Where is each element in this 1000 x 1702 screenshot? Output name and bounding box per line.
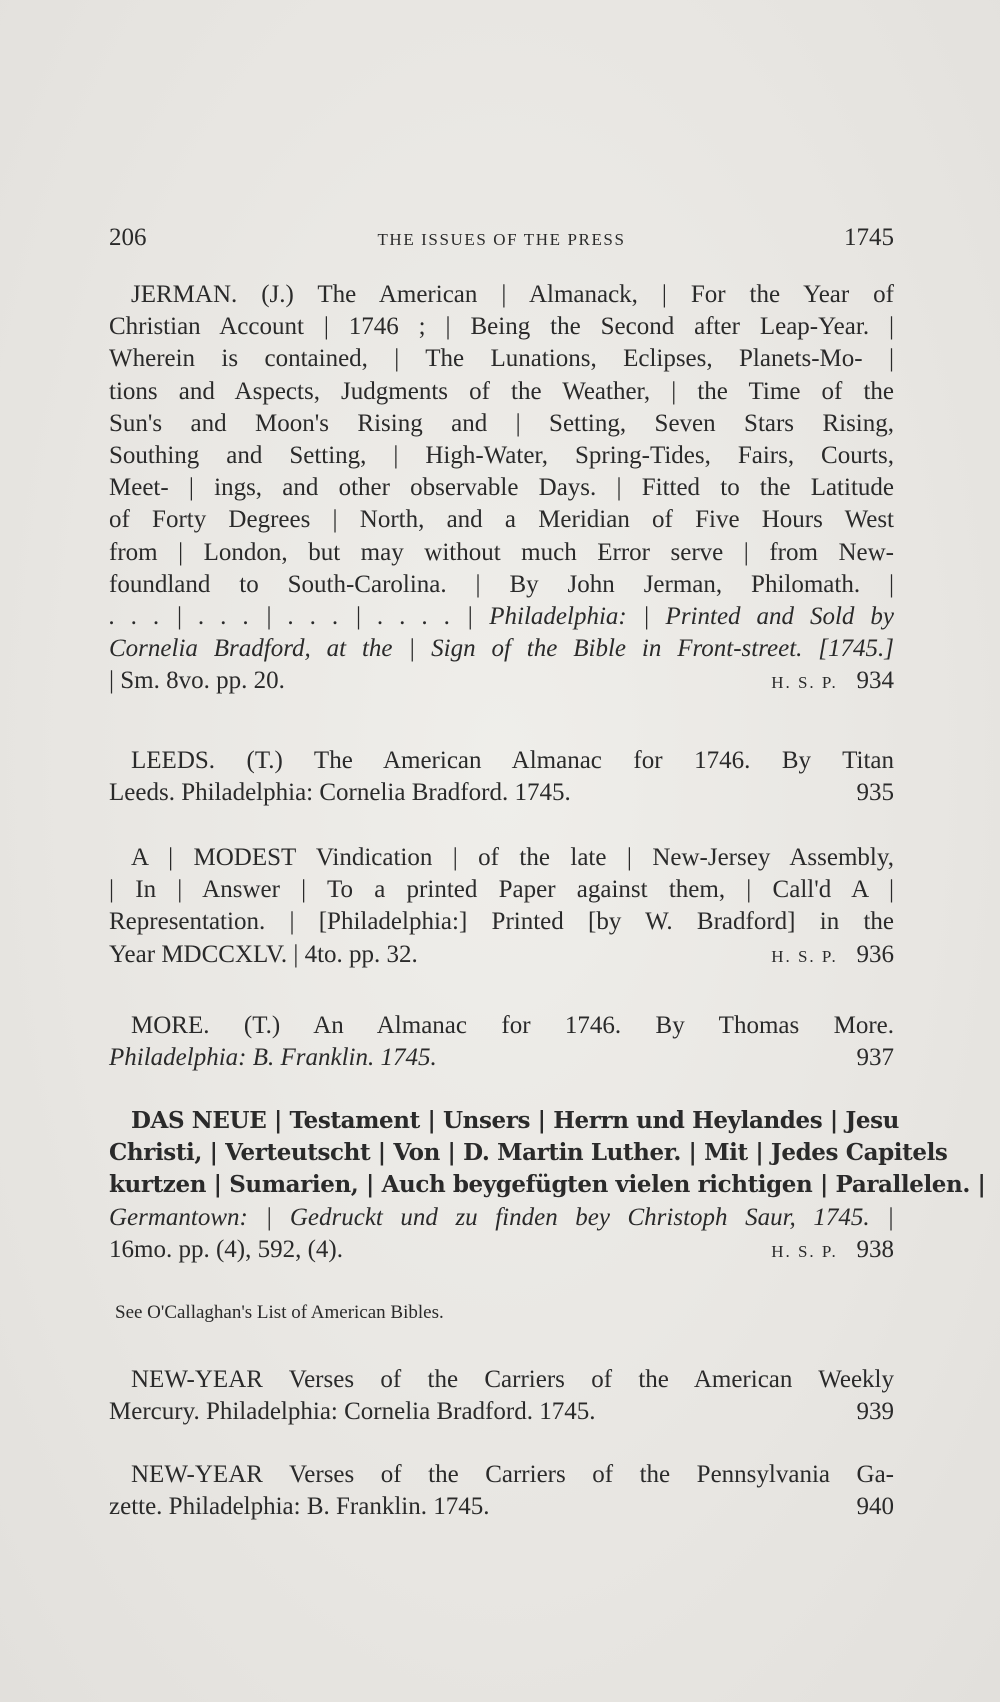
entry-final-line: Philadelphia: B. Franklin. 1745.: [109, 1044, 437, 1072]
entry-line: DAS NEUE | Testament | Unsers | Herrn und Heylandes | Jesu: [131, 1107, 900, 1134]
library-mark: H. S. P.: [771, 673, 838, 693]
entry-final-row: [109, 1042, 894, 1074]
entry-940: [109, 1459, 894, 1523]
entry-citation: [857, 1042, 895, 1076]
entry-final-line: 16mo. pp. (4), 592, (4).: [109, 1235, 343, 1263]
entry-line: Sun's and Moon's Rising and | Setting, Seven Stars Rising,: [109, 409, 894, 437]
entry-citation: [857, 777, 895, 811]
entry-939: [109, 1364, 894, 1428]
entry-line: foundland to South-Carolina. | By John Jerman, Philomath. |: [109, 570, 894, 598]
entry-936: [109, 842, 894, 971]
library-mark: H. S. P.: [771, 946, 838, 966]
entry-line: Southing and Setting, | High-Water, Spring-Tides, Fairs, Courts,: [109, 442, 894, 470]
entry-line: | In | Answer | To a printed Paper against them, | Call'd A |: [109, 876, 894, 904]
entry-line: . . . | . . . | . . . | . . . . | Philadelphia: | Printed and Sold by: [109, 603, 894, 631]
entry-937: [109, 1010, 894, 1074]
entry-line: Meet- | ings, and other observable Days. | Fitted to the Latitude: [109, 474, 894, 502]
entry-number: 938: [856, 1235, 894, 1263]
entry-final-line: zette. Philadelphia: B. Franklin. 1745.: [109, 1493, 490, 1521]
bibliographic-note: See O'Callaghan's List of American Bibles.: [115, 1302, 444, 1323]
entry-citation: [771, 939, 894, 973]
entry-934: [109, 279, 894, 698]
entry-final-row: [109, 1396, 894, 1428]
entry-line: of Forty Degrees | North, and a Meridian of Five Hours West: [109, 506, 894, 534]
entry-number: 940: [856, 1493, 894, 1521]
entry-number: 934: [856, 667, 894, 695]
entry-line: from | London, but may without much Error serve | from New-: [109, 538, 894, 566]
entry-final-row: [109, 665, 894, 697]
page-number: 206: [109, 224, 147, 251]
entry-line: kurtzen | Sumarien, | Auch beygefügten vielen richtigen | Parallelen. |: [109, 1171, 986, 1199]
entry-citation: [857, 1491, 895, 1525]
entry-line: MORE. (T.) An Almanac for 1746. By Thomas More.: [131, 1012, 894, 1039]
entry-number: 936: [856, 940, 894, 968]
entry-number: 935: [856, 779, 894, 807]
entry-citation: [857, 1396, 895, 1430]
entry-line: Cornelia Bradford, at the | Sign of the Bible in Front-street. [1745.]: [109, 635, 894, 663]
entry-final-row: [109, 939, 894, 971]
entry-final-line: | Sm. 8vo. pp. 20.: [109, 667, 285, 695]
entry-final-row: [109, 1491, 894, 1523]
entry-line: A | MODEST Vindication | of the late | New-Jersey Assembly,: [131, 844, 894, 871]
entry-line: NEW-YEAR Verses of the Carriers of the Pennsylvania Ga-: [131, 1461, 894, 1488]
entry-935: [109, 745, 894, 809]
running-title: THE ISSUES OF THE PRESS: [377, 230, 626, 249]
entry-citation: [771, 665, 894, 699]
entry-line: Christian Account | 1746 ; | Being the Second after Leap-Year. |: [109, 313, 894, 341]
entry-line: Representation. | [Philadelphia:] Printed [by W. Bradford] in the: [109, 908, 894, 936]
entry-line: Wherein is contained, | The Lunations, Eclipses, Planets-Mo- |: [109, 345, 894, 373]
entry-citation: [771, 1234, 894, 1268]
entry-line: Christi, | Verteutscht | Von | D. Martin Luther. | Mit | Jedes Capitels: [109, 1139, 948, 1167]
entry-final-row: [109, 777, 894, 809]
running-head: [109, 224, 894, 260]
entry-line: JERMAN. (J.) The American | Almanack, | For the Year of: [131, 281, 894, 308]
entry-final-line: Year MDCCXLV. | 4to. pp. 32.: [109, 940, 418, 968]
entry-final-row: [109, 1234, 894, 1266]
entry-938: [109, 1105, 986, 1266]
entry-line: NEW-YEAR Verses of the Carriers of the American Weekly: [131, 1366, 894, 1393]
entry-number: 937: [856, 1044, 894, 1072]
entry-final-line: Mercury. Philadelphia: Cornelia Bradford. 1745.: [109, 1398, 596, 1426]
entry-final-line: Leeds. Philadelphia: Cornelia Bradford. 1745.: [109, 779, 571, 807]
library-mark: H. S. P.: [771, 1241, 838, 1261]
entry-number: 939: [856, 1398, 894, 1426]
entry-line: LEEDS. (T.) The American Almanac for 1746. By Titan: [131, 747, 894, 774]
entry-line: tions and Aspects, Judgments of the Weather, | the Time of the: [109, 377, 894, 405]
running-year: 1745: [844, 224, 894, 251]
entry-line: Germantown: | Gedruckt und zu finden bey Christoph Saur, 1745. |: [109, 1203, 894, 1231]
